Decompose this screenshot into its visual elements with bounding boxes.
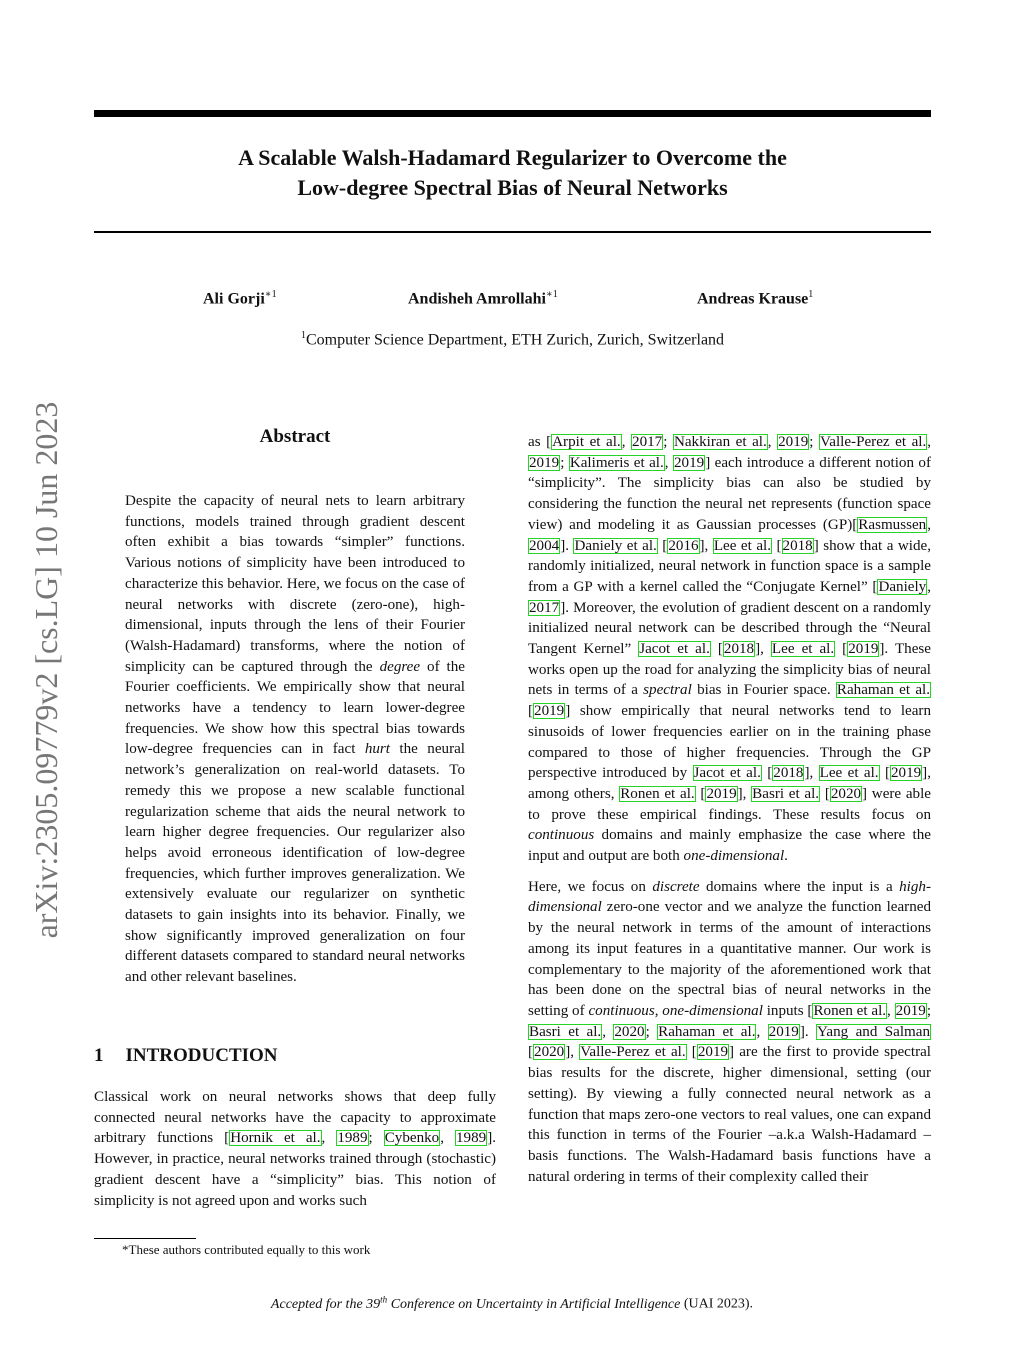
citation-link[interactable]: Nakkiran et al. [673,434,767,450]
citation-link[interactable]: 2019 [768,1023,799,1040]
citation-link[interactable]: 2020 [534,1044,565,1061]
title-top-rule [94,110,931,117]
citation-link[interactable]: 2017 [632,434,663,450]
citation-link[interactable]: 2018 [723,641,755,658]
citation-link[interactable]: Ronen et al. [620,785,695,802]
citation-link[interactable]: 2019 [529,454,560,471]
citation-link[interactable]: Cybenko [384,1130,440,1147]
citation-link[interactable]: Jacot et al. [693,765,761,782]
author-mark: 1 [808,289,814,300]
right-paragraph-2: Here, we focus on discrete domains where the input is a high-dimensional zero-one vector and we analyze the function learned by the neural network in terms of the amount of interactions among its input features in a quantitative manner. Our work is complementary to the majority of the aforementioned work that has been done on the spectral bias of neural networks in the setting of continuous, one-dimensional inputs [Ronen et al., 2019; Basri et al., 2020; Rahaman et al., 2019]. Yang and Salman [2020], Valle-Perez et al. [2019] are the first to provide spectral bias results for the discrete, higher dimensional, setting (our setting). By viewing a fully connected neural network as a function that maps zero-one vectors to real values, one can expand this function in terms of the Fourier –a.k.a Walsh-Hadamard – basis functions. The Walsh-Hadamard basis functions have a natural ordering in terms of their complexity called their [528,878,932,1185]
author-name: Ali Gorji [203,290,265,308]
citation-link[interactable]: 2019 [890,765,922,782]
citation-link[interactable]: Daniely et al. [574,537,657,554]
title-line-1: A Scalable Walsh-Hadamard Regularizer to Overcome the [238,145,787,170]
citation-link[interactable]: 2019 [706,785,737,802]
abstract-body: Despite the capacity of neural nets to learn arbitrary functions, models trained through gradient descent often exhibit a bias towards “simpler” functions. Various notions of simplicity have been introduced to characterize this behavior. Here, we focus on the case of neural networks with discrete (zero-one), high-dimensional, inputs through the lens of their Fourier (Walsh-Hadamard) transforms, where the notion of simplicity can be captured through the degree of the Fourier coefficients. We empirically show that neural networks have a tendency to learn lower-degree frequencies. We show how this spectral bias towards low-degree frequencies can in fact hurt the neural network’s generalization on real-world datasets. To remedy this we propose a new scalable functional regularization scheme that aids the neural network to learn higher degree frequencies. Our regularizer also helps avoid erroneous identification of low-degree frequencies, which further improves generalization. We extensively evaluate our regularizer on synthetic datasets to gain insights into its behavior. Finally, we show significantly improved generalization on four different datasets compared to standard neural networks and other relevant baselines. [125,493,465,986]
title-line-2: Low-degree Spectral Bias of Neural Networks [297,175,728,200]
citation-link[interactable]: Yang and Salman [817,1023,931,1040]
citation-link[interactable]: 2019 [778,434,809,450]
section-number: 1 [94,1045,104,1066]
author-name: Andreas Krause [697,290,809,308]
citation-link[interactable]: Kalimeris et al. [569,454,664,471]
citation-link[interactable]: 2020 [830,785,862,802]
citation-link[interactable]: Valle-Perez et al. [580,1044,686,1061]
citation-link[interactable]: 2004 [529,537,560,554]
citation-link[interactable]: 1989 [456,1130,487,1147]
affiliation-text: Computer Science Department, ETH Zurich, Zurich, Switzerland [305,331,725,349]
citation-link[interactable]: 2016 [668,537,699,554]
citation-link[interactable]: 2017 [529,599,560,616]
author-name: Andisheh Amrollahi [408,290,546,308]
title-bottom-rule [94,231,931,233]
citation-link[interactable]: 2018 [773,765,804,782]
citation-link[interactable]: Arpit et al. [552,434,621,450]
citation-link[interactable]: 2018 [782,537,813,554]
citation-link[interactable]: 2019 [848,641,879,658]
citation-link[interactable]: Rahaman et al. [658,1023,756,1040]
citation-link[interactable]: 1989 [337,1130,368,1147]
arxiv-identifier: arXiv:2305.09779v2 [cs.LG] 10 Jun 2023 [28,401,64,939]
affiliation-mark: 1 [300,330,306,341]
citation-link[interactable]: Lee et al. [819,765,879,782]
abstract-heading: Abstract [259,426,331,447]
footnote: *These authors contributed equally to this work [122,1242,371,1257]
citation-link[interactable]: Valle-Perez et al. [820,434,927,450]
citation-link[interactable]: 2019 [895,1002,926,1019]
paper-title [94,143,931,203]
citation-link[interactable]: Rahaman et al. [836,682,930,699]
right-column [528,432,931,1197]
author-mark: ∗1 [545,289,558,300]
citation-link[interactable]: 2019 [697,1044,729,1061]
affiliation [94,330,931,349]
author-2 [408,289,558,308]
citation-link[interactable]: 2020 [614,1023,645,1040]
citation-link[interactable]: Jacot et al. [639,641,710,658]
author-mark: ∗1 [264,289,277,300]
author-1 [203,289,277,308]
section-title: INTRODUCTION [125,1045,278,1066]
citation-link[interactable]: 2019 [674,454,705,471]
citation-link[interactable]: Ronen et al. [813,1002,887,1019]
citation-link[interactable]: Hornik et al. [230,1130,321,1147]
citation-link[interactable]: Basri et al. [529,1023,602,1040]
right-paragraph-1: as [Arpit et al., 2017; Nakkiran et al., 2019; Valle-Perez et al., 2019; Kalimeris et al., 2019] each introduce a different notion of “simplicity”. The simplicity bias can also be studied by considering the function the neural net represents (function space view) and modeling it as Gaussian processes (GP)[Rasmussen, 2004]. Daniely et al. [2016], Lee et al. [2018] show that a wide, randomly initialized, neural network in function space is a sample from a GP with a kernel called the “Conjugate Kernel” [Daniely, 2017]. Moreover, the evolution of gradient descent on a randomly initialized neural network can be described through the “Neural Tangent Kernel” Jacot et al. [2018], Lee et al. [2019]. These works open up the road for analyzing the simplicity bias of neural nets in terms of a spectral bias in Fourier space. Rahaman et al. [2019] show empirically that neural networks tend to learn sinusoids of lower frequencies earlier on in the training phase compared to those of higher frequencies. Through the GP perspective introduced by Jacot et al. [2018], Lee et al. [2019], among others, Ronen et al. [2019], Basri et al. [2020] were able to prove these empirical findings. These results focus on continuous domains and mainly emphasize the case where the input and output are both one-dimensional. [528,434,932,865]
footnote-rule [94,1238,196,1239]
citation-link[interactable]: Rasmussen [858,516,927,533]
citation-link[interactable]: Lee et al. [713,537,771,554]
section-heading-introduction [94,1045,278,1067]
citation-link[interactable]: 2019 [534,703,565,720]
venue-footer: Accepted for the 39th Conference on Uncertainty in Artificial Intelligence (UAI 2023). [270,1294,754,1312]
author-3 [697,289,813,308]
citation-link[interactable]: Basri et al. [752,785,820,802]
citation-link[interactable]: Daniely [878,578,927,595]
citation-link[interactable]: Lee et al. [771,641,835,658]
intro-paragraph: Classical work on neural networks shows that deep fully connected neural networks have the capacity to approximate arbitrary functions [Hornik et al., 1989; Cybenko, 1989]. However, in practice, neural networks trained through (stochastic) gradient descent have a “simplicity” bias. This notion of simplicity is not agreed upon and works such [94,1089,496,1209]
